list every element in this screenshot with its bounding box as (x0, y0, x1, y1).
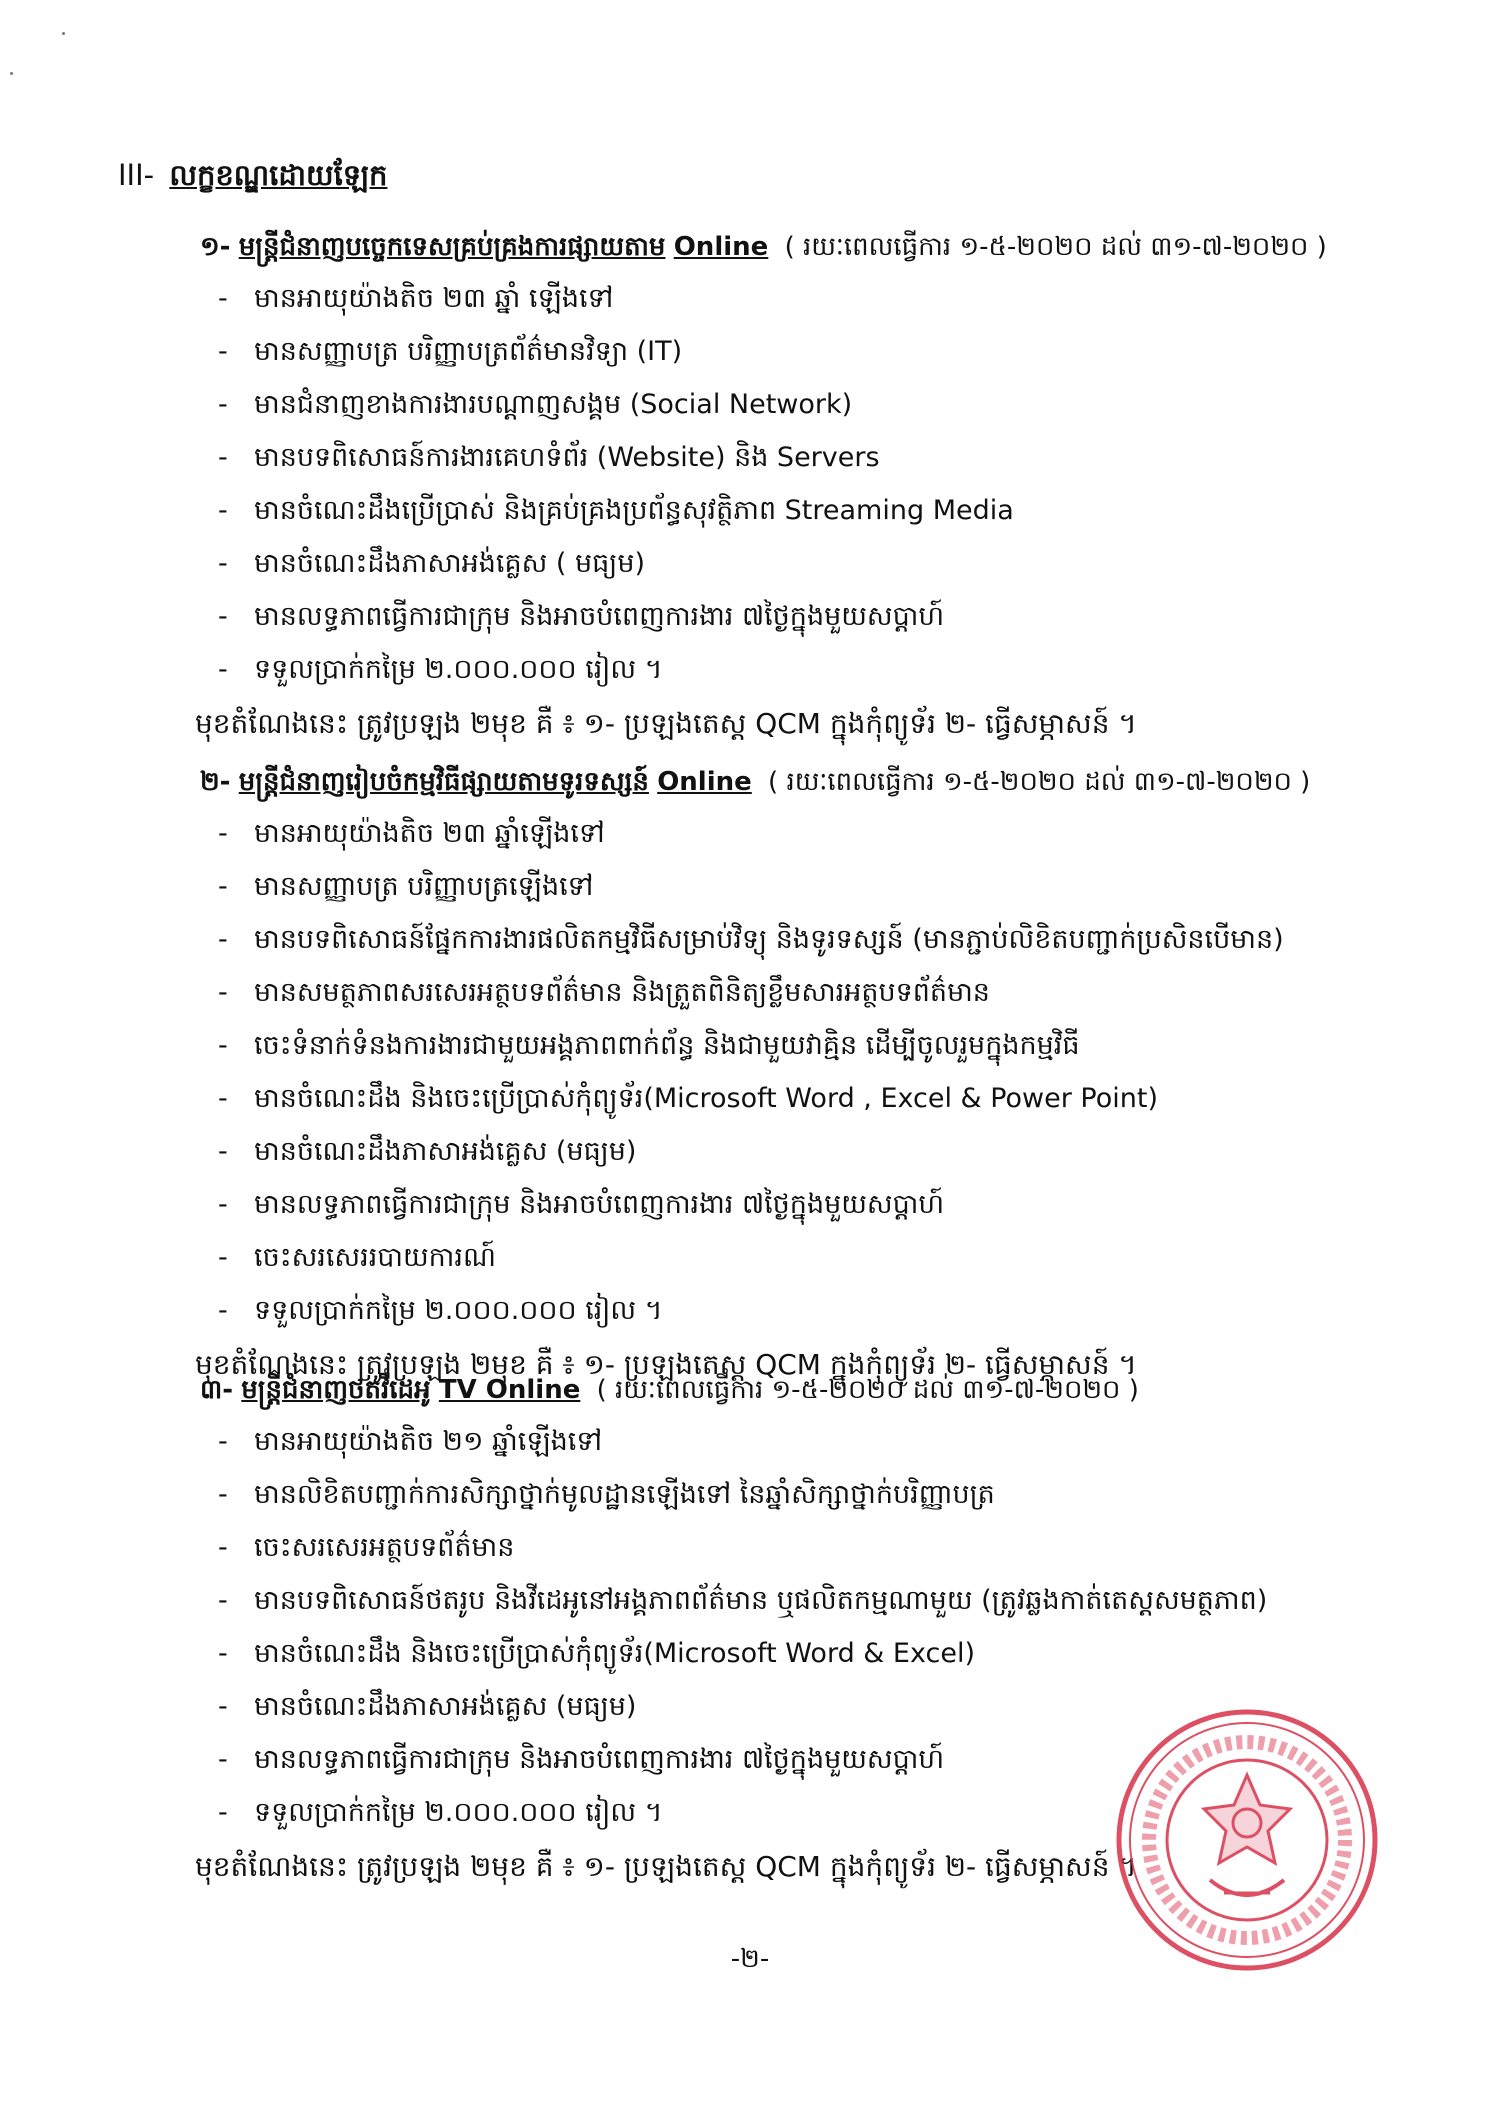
exam-note: មុខតំណែងនេះ ត្រូវប្រឡង ២មុខ គឺ ៖ ១- ប្រឡងតេស្ត QCM ក្នុងកុំព្យូទ័រ ២- ធ្វើសម្ភាសន៍ ។ (195, 707, 1137, 740)
requirement-item: - ទទួលប្រាក់កម្រៃ ២.០០០.០០០ រៀល ។ (218, 1797, 663, 1828)
requirement-item: - មានលទ្ធភាពធ្វើការជាក្រុម និងអាចបំពេញការងារ ៧ថ្ងៃក្នុងមួយសប្តាហ៍ (218, 601, 945, 632)
position-title (200, 757, 1450, 807)
position-number: ១- (200, 232, 231, 262)
requirement-item: - មានអាយុយ៉ាងតិច ២៣ ឆ្នាំ ឡើងទៅ (218, 283, 614, 314)
position-name: មន្ត្រីជំនាញរៀបចំកម្មវិធីផ្សាយតាមទូរទស្សន៍ (238, 767, 649, 797)
page-number: -២- (730, 1944, 770, 1974)
official-seal-icon (1112, 1705, 1382, 1975)
exam-note: មុខតំណែងនេះ ត្រូវប្រឡង ២មុខ គឺ ៖ ១- ប្រឡងតេស្ត QCM ក្នុងកុំព្យូទ័រ ២- ធ្វើសម្ភាសន៍ ។ (195, 1850, 1137, 1883)
position-title (200, 222, 1450, 272)
requirement-item: - មានសមត្ថភាពសរសេរអត្ថបទព័ត៌មាន និងត្រួតពិនិត្យខ្លឹមសារអត្ថបទព័ត៌មាន (218, 977, 990, 1008)
position-2 (195, 757, 1450, 1393)
requirement-item: - មានបទពិសោធន៍ផ្នែកការងារផលិតកម្មវិធីសម្រាប់វិទ្យុ និងទូរទស្សន៍ (មានភ្ជាប់លិខិតបញ្ជាក់ប្រសិនបើមាន) (218, 924, 1284, 955)
requirement-item: - មានលទ្ធភាពធ្វើការជាក្រុម និងអាចបំពេញការងារ ៧ថ្ងៃក្នុងមួយសប្តាហ៍ (218, 1189, 945, 1220)
position-name-suffix: TV Online (438, 1375, 581, 1405)
scan-speck (10, 72, 13, 75)
requirement-item: - មានសញ្ញាបត្រ បរិញ្ញាបត្រឡើងទៅ (218, 871, 594, 902)
section-number: III- (118, 158, 155, 192)
requirement-item: - ចេះទំនាក់ទំនងការងារជាមួយអង្គភាពពាក់ព័ន្ធ និងជាមួយវាគ្មិន ដើម្បីចូលរួមក្នុងកម្មវិធី (218, 1030, 1080, 1061)
position-name-suffix: Online (657, 767, 752, 797)
requirement-item: - មានសញ្ញាបត្រ បរិញ្ញាបត្រព័ត៌មានវិទ្យា (IT) (218, 336, 683, 367)
requirement-item: - មានចំណេះដឹង និងចេះប្រើប្រាស់កុំព្យូទ័រ(Microsoft Word , Excel & Power Point) (218, 1083, 1158, 1114)
requirement-item: - មានអាយុយ៉ាងតិច ២១ ឆ្នាំឡើងទៅ (218, 1426, 603, 1457)
requirement-item: - មានលទ្ធភាពធ្វើការជាក្រុម និងអាចបំពេញការងារ ៧ថ្ងៃក្នុងមួយសប្តាហ៍ (218, 1744, 945, 1775)
requirement-item: - មានលិខិតបញ្ជាក់ការសិក្សាថ្នាក់មូលដ្ឋានឡើងទៅ នៃឆ្នាំសិក្សាថ្នាក់បរិញ្ញាបត្រ (218, 1479, 995, 1510)
requirement-item: - ចេះសរសេរអត្ថបទព័ត៌មាន (218, 1532, 515, 1563)
requirement-item: - មានចំណេះដឹងភាសាអង់គ្លេស (មធ្យម) (218, 1691, 637, 1722)
position-1 (195, 222, 1450, 752)
requirement-item: - ចេះសរសេររបាយការណ៍ (218, 1242, 496, 1273)
requirement-item: - មានចំណេះដឹងប្រើប្រាស់ និងគ្រប់គ្រងប្រព័ន្ធសុវត្ថិភាព Streaming Media (218, 495, 1014, 526)
position-period: ( រយៈពេលធ្វើការ ១-៥-២០២០ ដល់ ៣១-៧-២០២០ ) (784, 232, 1327, 262)
position-number: ២- (200, 767, 231, 797)
requirement-item: - ទទួលប្រាក់កម្រៃ ២.០០០.០០០ រៀល ។ (218, 1295, 663, 1326)
requirement-item: - មានចំណេះដឹងភាសាអង់គ្លេស ( មធ្យម) (218, 548, 646, 579)
requirement-item: - មានអាយុយ៉ាងតិច ២៣ ឆ្នាំឡើងទៅ (218, 818, 605, 849)
scan-speck (62, 32, 65, 35)
position-name-suffix: Online (673, 232, 769, 262)
position-name: មន្ត្រីជំនាញបច្ចេកទេសគ្រប់គ្រងការផ្សាយតាម (238, 232, 666, 262)
position-period: ( រយៈពេលធ្វើការ ១-៥-២០២០ ដល់ ៣១-៧-២០២០ ) (596, 1375, 1139, 1405)
requirement-item: - មានបទពិសោធន៍ការងារគេហទំព័រ (Website) និង Servers (218, 442, 880, 473)
position-title (200, 1365, 1450, 1415)
position-number: ៣- (200, 1375, 234, 1405)
position-period: ( រយៈពេលធ្វើការ ១-៥-២០២០ ដល់ ៣១-៧-២០២០ ) (768, 767, 1311, 797)
requirement-item: - ទទួលប្រាក់កម្រៃ ២.០០០.០០០ រៀល ។ (218, 654, 663, 685)
requirement-item: - មានចំណេះដឹងភាសាអង់គ្លេស (មធ្យម) (218, 1136, 637, 1167)
section-heading (118, 158, 387, 200)
exam-note: មុខតំណែងនេះ ត្រូវប្រឡង ២មុខ គឺ ៖ ១- ប្រឡងតេស្ត QCM ក្នុងកុំព្យូទ័រ ២- ធ្វើសម្ភាសន៍ ។ (195, 1348, 1137, 1381)
requirement-item: - មានចំណេះដឹង និងចេះប្រើប្រាស់កុំព្យូទ័រ(Microsoft Word & Excel) (218, 1638, 975, 1669)
section-title: លក្ខខណ្ឌដោយឡែក (169, 158, 388, 192)
position-name: មន្ត្រីជំនាញថតវីដេអូ (241, 1375, 431, 1405)
requirement-item: - មានបទពិសោធន៍ថតរូប និងវីដេអូនៅអង្គភាពព័ត៌មាន ឬផលិតកម្មណាមួយ (ត្រូវឆ្លងកាត់តេស្តសមត្ថភាព) (218, 1585, 1268, 1616)
requirement-item: - មានជំនាញខាងការងារបណ្តាញសង្គម (Social Network) (218, 389, 853, 420)
